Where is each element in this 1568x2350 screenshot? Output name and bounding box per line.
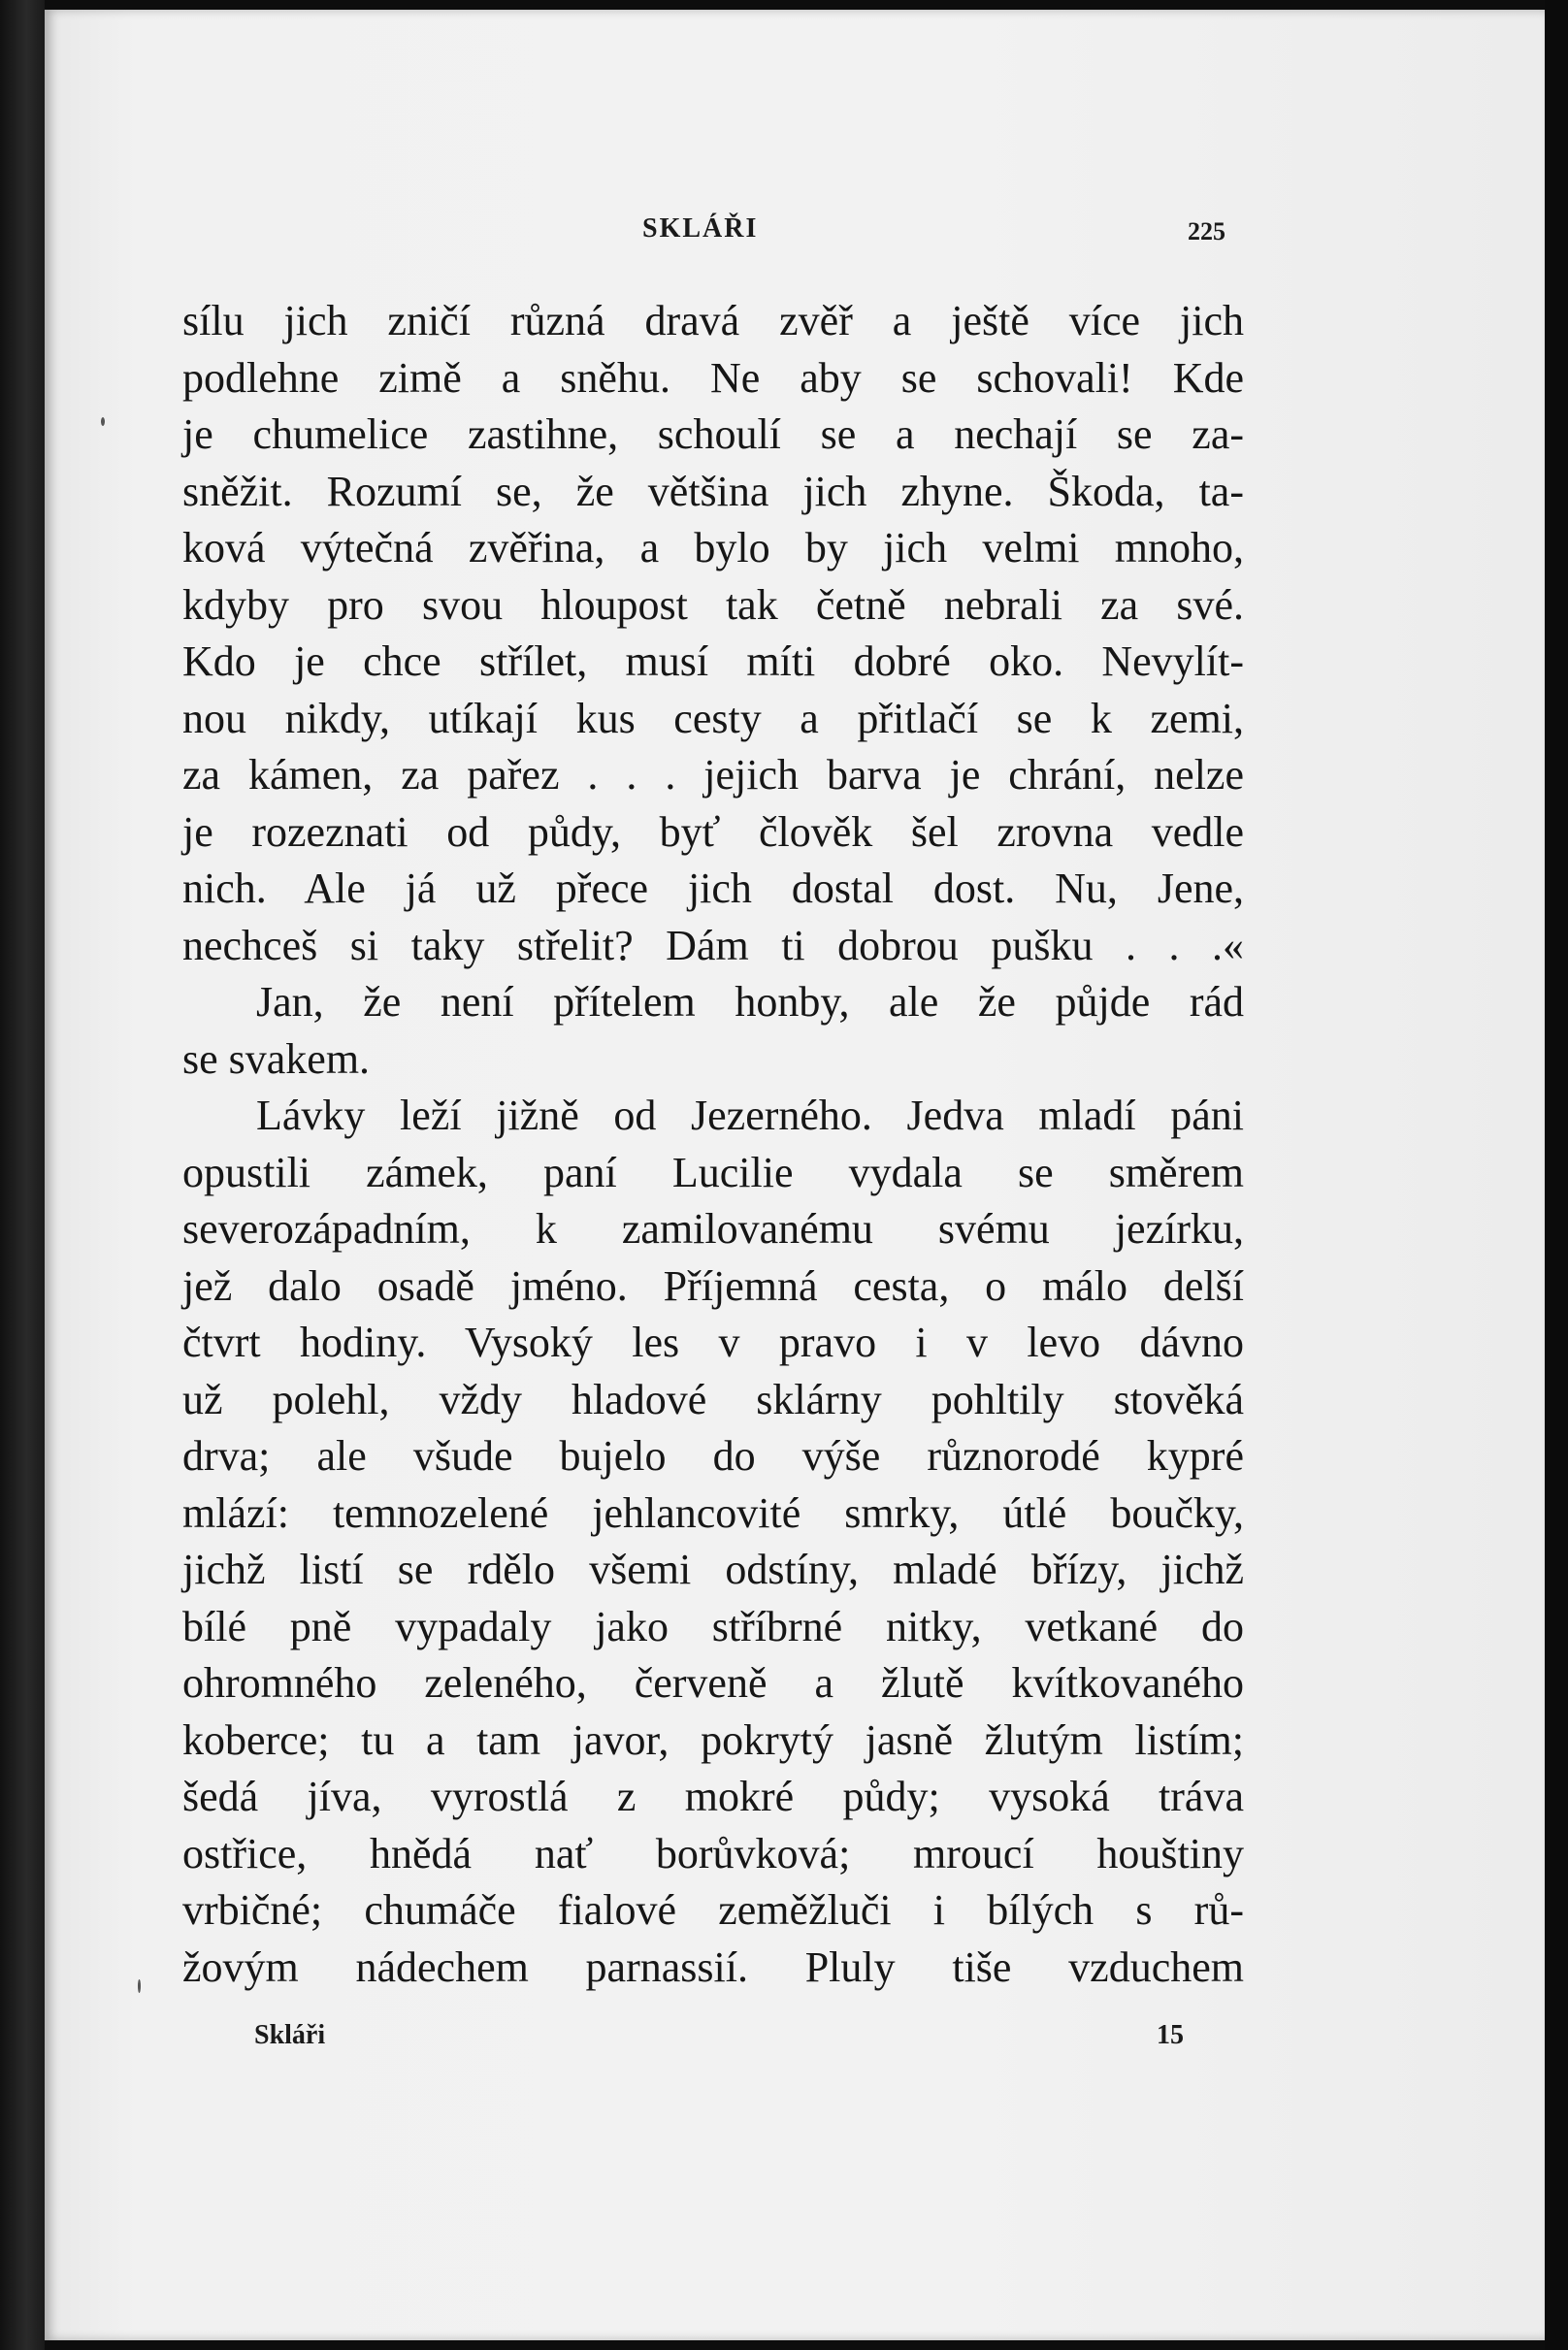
binding-edge: [0, 0, 45, 2350]
page-right-edge: [1545, 0, 1568, 2350]
text-line: čtvrt hodiny. Vysoký les v pravo i v levo dávno: [182, 1319, 1244, 1366]
text-line: opustili zámek, paní Lucilie vydala se směrem: [182, 1148, 1244, 1196]
text-line: drva; ale všude bujelo do výše různorodé kypré: [182, 1432, 1244, 1480]
text-line: sněžit. Rozumí se, že většina jich zhyne. Škoda, ta-: [182, 467, 1244, 515]
text-line: Kdo je chce střílet, musí míti dobré oko. Nevylít-: [182, 637, 1244, 685]
text-line: nechceš si taky střelit? Dám ti dobrou pušku . . .«: [182, 921, 1244, 969]
signature-label: Skláři: [254, 2020, 326, 2050]
page-number: 225: [1188, 217, 1225, 245]
text-line: severozápadním, k zamilovanému svému jezírku,: [182, 1205, 1244, 1253]
text-line: za kámen, za pařez . . . jejich barva je chrání, nelze: [182, 751, 1244, 799]
text-line: žovým nádechem parnassií. Pluly tiše vzduchem: [182, 1942, 1244, 1991]
page-body: [182, 293, 1244, 1996]
text-line: jež dalo osadě jméno. Příjemná cesta, o málo delší: [182, 1261, 1244, 1310]
text-line: ohromného zeleného, červeně a žlutě kvítkovaného: [182, 1659, 1244, 1707]
text-line: mlází: temnozelené jehlancovité smrky, útlé boučky,: [182, 1488, 1244, 1537]
text-line: už polehl, vždy hladové sklárny pohltily stověká: [182, 1375, 1244, 1423]
text-line: bílé pně vypadaly jako stříbrné nitky, vetkané do: [182, 1602, 1244, 1650]
text-line: nich. Ale já už přece jich dostal dost. Nu, Jene,: [182, 865, 1244, 912]
text-line: koberce; tu a tam javor, pokrytý jasně žlutým listím;: [182, 1715, 1244, 1764]
text-line: kdyby pro svou hloupost tak četně nebrali za své.: [182, 580, 1244, 629]
text-line-paragraph-start: Lávky leží jižně od Jezerného. Jedva mladí páni: [256, 1092, 1244, 1139]
text-line: podlehne zimě a sněhu. Ne aby se schovali! Kde: [182, 353, 1244, 402]
text-line: vrbičné; chumáče fialové zeměžluči i bílých s rů-: [182, 1886, 1244, 1934]
scan-speck: [101, 417, 105, 426]
text-line: sílu jich zničí různá dravá zvěř a ještě více jich: [182, 297, 1244, 344]
scan-speck: [138, 1979, 141, 1993]
running-header: [0, 213, 1568, 262]
text-line: je chumelice zastihne, schoulí se a nechají se za-: [182, 410, 1244, 458]
text-line-paragraph-end: se svakem.: [182, 1034, 371, 1083]
text-line: je rozeznati od půdy, byť člověk šel zrovna vedle: [182, 807, 1244, 856]
text-line: nou nikdy, utíkají kus cesty a přitlačí se k zemi,: [182, 694, 1244, 742]
text-line: ková výtečná zvěřina, a bylo by jich velmi mnoho,: [182, 524, 1244, 571]
text-line: jichž listí se rdělo všemi odstíny, mladé břízy, jichž: [182, 1546, 1244, 1593]
signature-number: 15: [1157, 2020, 1184, 2050]
running-title: SKLÁŘI: [642, 213, 759, 244]
text-line-paragraph-start: Jan, že není přítelem honby, ale že půjde rád: [256, 978, 1244, 1026]
text-line: ostřice, hnědá nať borůvková; mroucí houštiny: [182, 1829, 1244, 1877]
text-line: šedá jíva, vyrostlá z mokré půdy; vysoká tráva: [182, 1773, 1244, 1820]
